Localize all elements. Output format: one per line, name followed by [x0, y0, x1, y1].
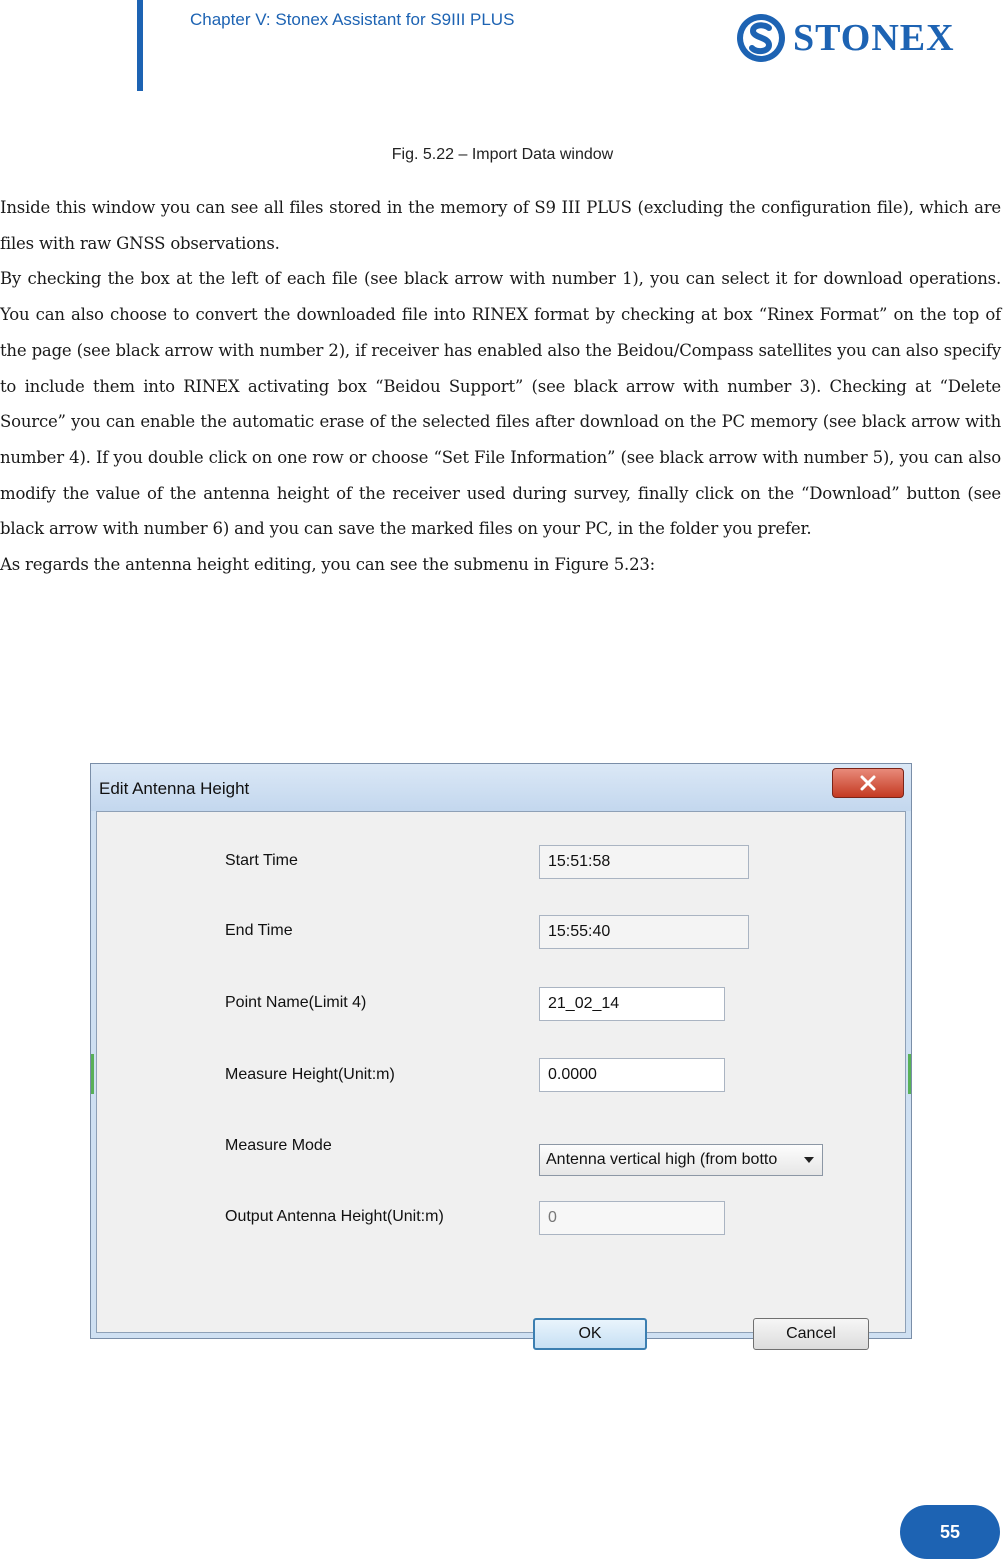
dialog-title: Edit Antenna Height — [99, 779, 250, 798]
body-text — [0, 190, 1001, 583]
paragraph-1: Inside this window you can see all files stored in the memory of S9 III PLUS (excluding the configuration file), which are files with raw GNSS observations. — [0, 198, 1001, 253]
end-time-label: End Time — [225, 922, 293, 939]
header-accent-bar — [137, 0, 143, 91]
edit-antenna-height-dialog — [90, 763, 912, 1342]
stonex-logo-icon — [735, 12, 787, 64]
cancel-button[interactable]: Cancel — [753, 1318, 869, 1350]
close-icon — [858, 775, 878, 791]
measure-height-input[interactable] — [539, 1058, 725, 1092]
output-height-field — [539, 1201, 725, 1235]
dialog-body — [96, 811, 906, 1342]
figure-caption: Fig. 5.22 – Import Data window — [391, 146, 614, 163]
start-time-label: Start Time — [225, 852, 298, 869]
paragraph-2: By checking the box at the left of each file (see black arrow with number 1), you can select it for download operations. You can also choose to convert the downloaded file into RINEX format by checking at box “Rinex Format” on the top of the page (see black arrow with number 2), if receiver has enabled also the Beidou/Compass satellites you can also specify to include them into RINEX activating box “Beidou Support” (see black arrow with number 3). Checking at “Delete Source” you can enable the automatic erase of the selected files after download on the PC memory (see black arrow with number 4). If you double click on one row or choose “Set File Information” (see black arrow with number 5), you can also modify the value of the antenna height of the receiver used during survey, finally click on the “Download” button (see black arrow with number 6) and you can save the marked files on your PC, in the folder you prefer. — [0, 269, 1001, 539]
dialog-titlebar[interactable] — [91, 764, 911, 811]
start-time-field — [539, 845, 749, 879]
chapter-title: Chapter V: Stonex Assistant for S9III PLUS — [190, 10, 515, 29]
measure-mode-label: Measure Mode — [225, 1137, 332, 1154]
output-height-label: Output Antenna Height(Unit:m) — [225, 1208, 444, 1225]
point-name-input[interactable] — [539, 987, 725, 1021]
logo-text: STONEX — [793, 17, 955, 59]
close-button[interactable] — [832, 768, 904, 798]
end-time-field — [539, 915, 749, 949]
paragraph-3: As regards the antenna height editing, you can see the submenu in Figure 5.23: — [0, 555, 656, 575]
page-number: 55 — [900, 1505, 1000, 1559]
measure-mode-select[interactable] — [539, 1144, 823, 1176]
window-edge-right — [908, 1054, 911, 1094]
window-edge-left — [91, 1054, 94, 1094]
measure-mode-value: Antenna vertical high (from botto — [546, 1151, 778, 1168]
ok-button[interactable]: OK — [533, 1318, 647, 1350]
point-name-label: Point Name(Limit 4) — [225, 994, 367, 1011]
chevron-down-icon — [804, 1157, 814, 1163]
stonex-logo — [735, 10, 955, 66]
measure-height-label: Measure Height(Unit:m) — [225, 1066, 395, 1083]
